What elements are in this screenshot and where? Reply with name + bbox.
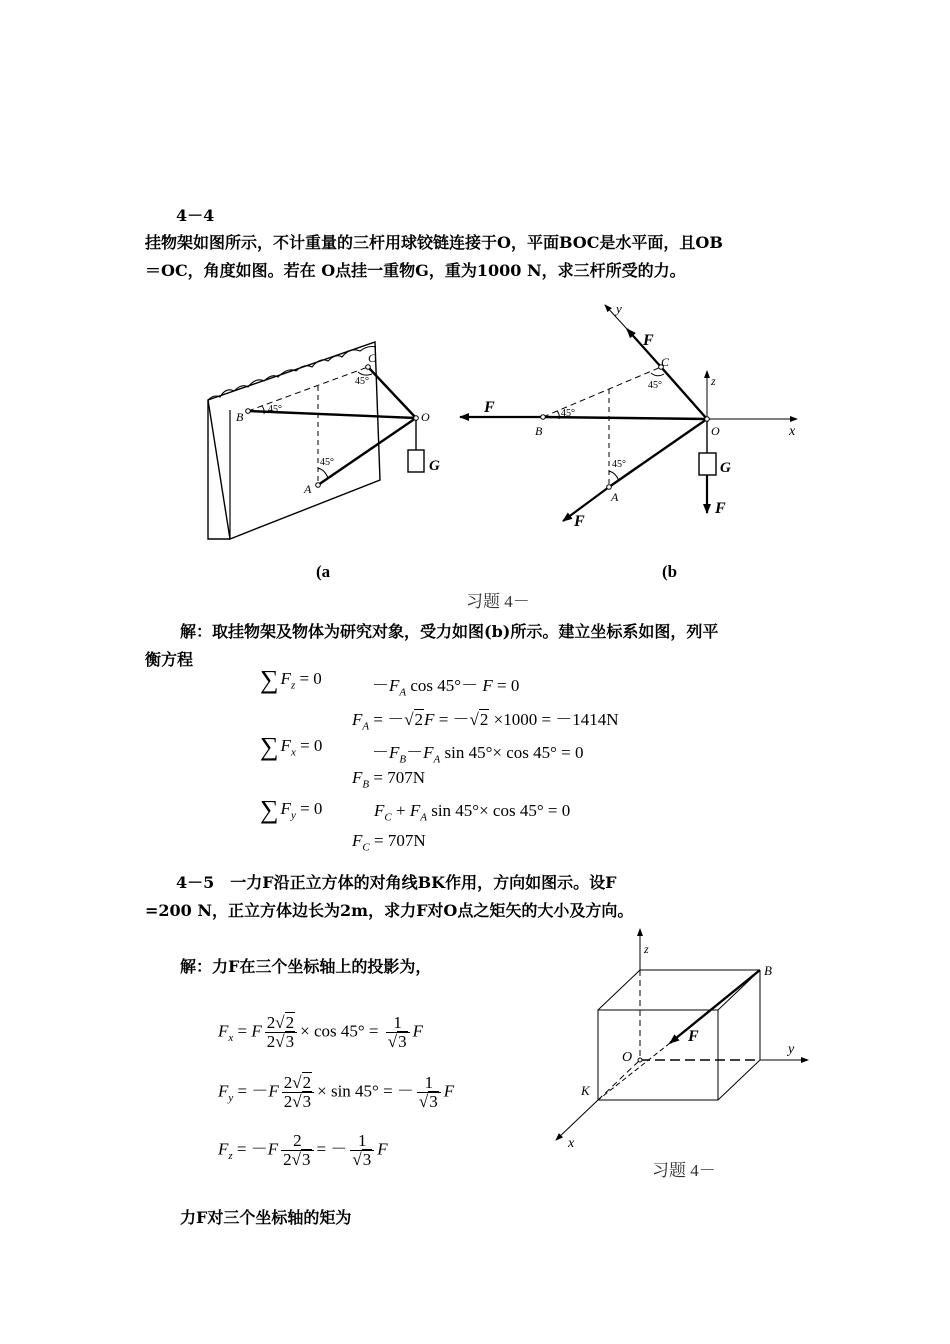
problem-4-4-text-line2: ＝OC，角度如图。若在 O点挂一重物G，重为1000 N，求三杆所受的力。 — [145, 261, 686, 280]
angle-label: 45° — [648, 380, 662, 391]
problem-4-5-line1: 4－5 一力F沿正立方体的对角线BK作用，方向如图示。设F — [176, 873, 617, 892]
equation-fa-value: $F_A = -√2F = -√2 \times 1000 = -1414N$ — [352, 710, 619, 733]
equation-sum-fz-expr: $-F_A$ cos 45°－ F = 0 — [372, 676, 520, 699]
angle-label: 45° — [320, 457, 334, 468]
label-C-a: C — [368, 351, 377, 365]
problem-4-4-text-line1: 挂物架如图所示，不计重量的三杆用球铰链连接于O，平面BOC是水平面，且OB — [145, 233, 723, 252]
figure-caption-4-5: 习题 4－ — [652, 1161, 716, 1180]
equation-fy: $F_y = -F$ $\frac{2√2}{2√3}$ × sin 45° = － $\frac{1}{√3}$ F — [218, 1073, 455, 1111]
label-x-axis: x — [789, 424, 796, 439]
label-G-a: G — [429, 458, 440, 474]
label-O-a: O — [421, 410, 430, 424]
moment-line: 力F对三个坐标轴的矩为 — [180, 1208, 352, 1227]
label-B-a: B — [236, 410, 244, 424]
label-y-cube: y — [788, 1042, 795, 1057]
equation-sum-fy-expr: $F_C + F_A$ sin 45°× cos 45° = 0 — [374, 801, 571, 824]
figure-4-4-b — [455, 295, 805, 530]
angle-label: 45° — [355, 376, 369, 387]
label-B-b: B — [535, 424, 543, 438]
figure-4-5-cube — [548, 925, 818, 1155]
label-C-b: C — [661, 355, 670, 369]
label-F-b3: F — [574, 513, 585, 530]
angle-label: 45° — [561, 408, 575, 419]
label-O-b: O — [711, 424, 720, 438]
label-F-cube: F — [688, 1028, 699, 1045]
label-A-a: A — [304, 482, 312, 496]
label-B-cube: B — [764, 963, 772, 978]
label-x-cube: x — [568, 1136, 575, 1151]
equation-fb-value: $F_B = 707N$ — [352, 768, 425, 791]
solution-4-4-line1: 解：取挂物架及物体为研究对象，受力如图(b)所示。建立坐标系如图，列平 — [180, 622, 719, 641]
problem-4-4-number: 4－4 — [176, 206, 215, 225]
figure-4-4-a — [200, 340, 460, 560]
equation-fx: $F_x = F$ $\frac{2√2}{2√3}$ × cos 45° = $\frac{1}{√3}$ F — [218, 1013, 423, 1051]
label-O-cube: O — [622, 1050, 633, 1065]
label-F-b1: F — [484, 399, 495, 416]
label-z-axis: z — [711, 374, 716, 388]
equation-sum-fx: ∑ $F_x = 0$ — [260, 732, 323, 761]
equation-sum-fy: ∑ $F_y = 0$ — [260, 795, 323, 824]
equation-fc-value: $F_C = 707N$ — [352, 831, 426, 854]
label-z-cube: z — [644, 942, 649, 956]
solution-4-4-line2: 衡方程 — [145, 650, 194, 669]
label-A-b: A — [611, 490, 619, 504]
label-F-b2: F — [643, 332, 654, 349]
problem-4-5-line2: =200 N，正立方体边长为2m，求力F对O点之矩矢的大小及方向。 — [145, 901, 634, 920]
label-y-axis: y — [616, 301, 622, 316]
label-G-b: G — [720, 460, 731, 476]
equation-fz: $F_z = -F$ $\frac{2}{2√3}$ = － $\frac{1}{√3}$ F — [218, 1131, 388, 1169]
label-K-cube: K — [581, 1083, 590, 1098]
label-F-b4: F — [715, 500, 726, 517]
equation-sum-fz: ∑ $F_z = 0$ — [260, 665, 322, 694]
equation-sum-fx-expr: $-F_B-F_A$ sin 45°× cos 45° = 0 — [372, 743, 584, 766]
figure-caption-4-4: 习题 4－ — [466, 592, 530, 611]
angle-label: 45° — [268, 404, 282, 415]
figure-a-label: (a — [316, 562, 331, 581]
angle-label: 45° — [612, 459, 626, 470]
solution-4-5-line: 解：力F在三个坐标轴上的投影为， — [180, 957, 432, 976]
figure-b-label: (b — [662, 562, 678, 581]
